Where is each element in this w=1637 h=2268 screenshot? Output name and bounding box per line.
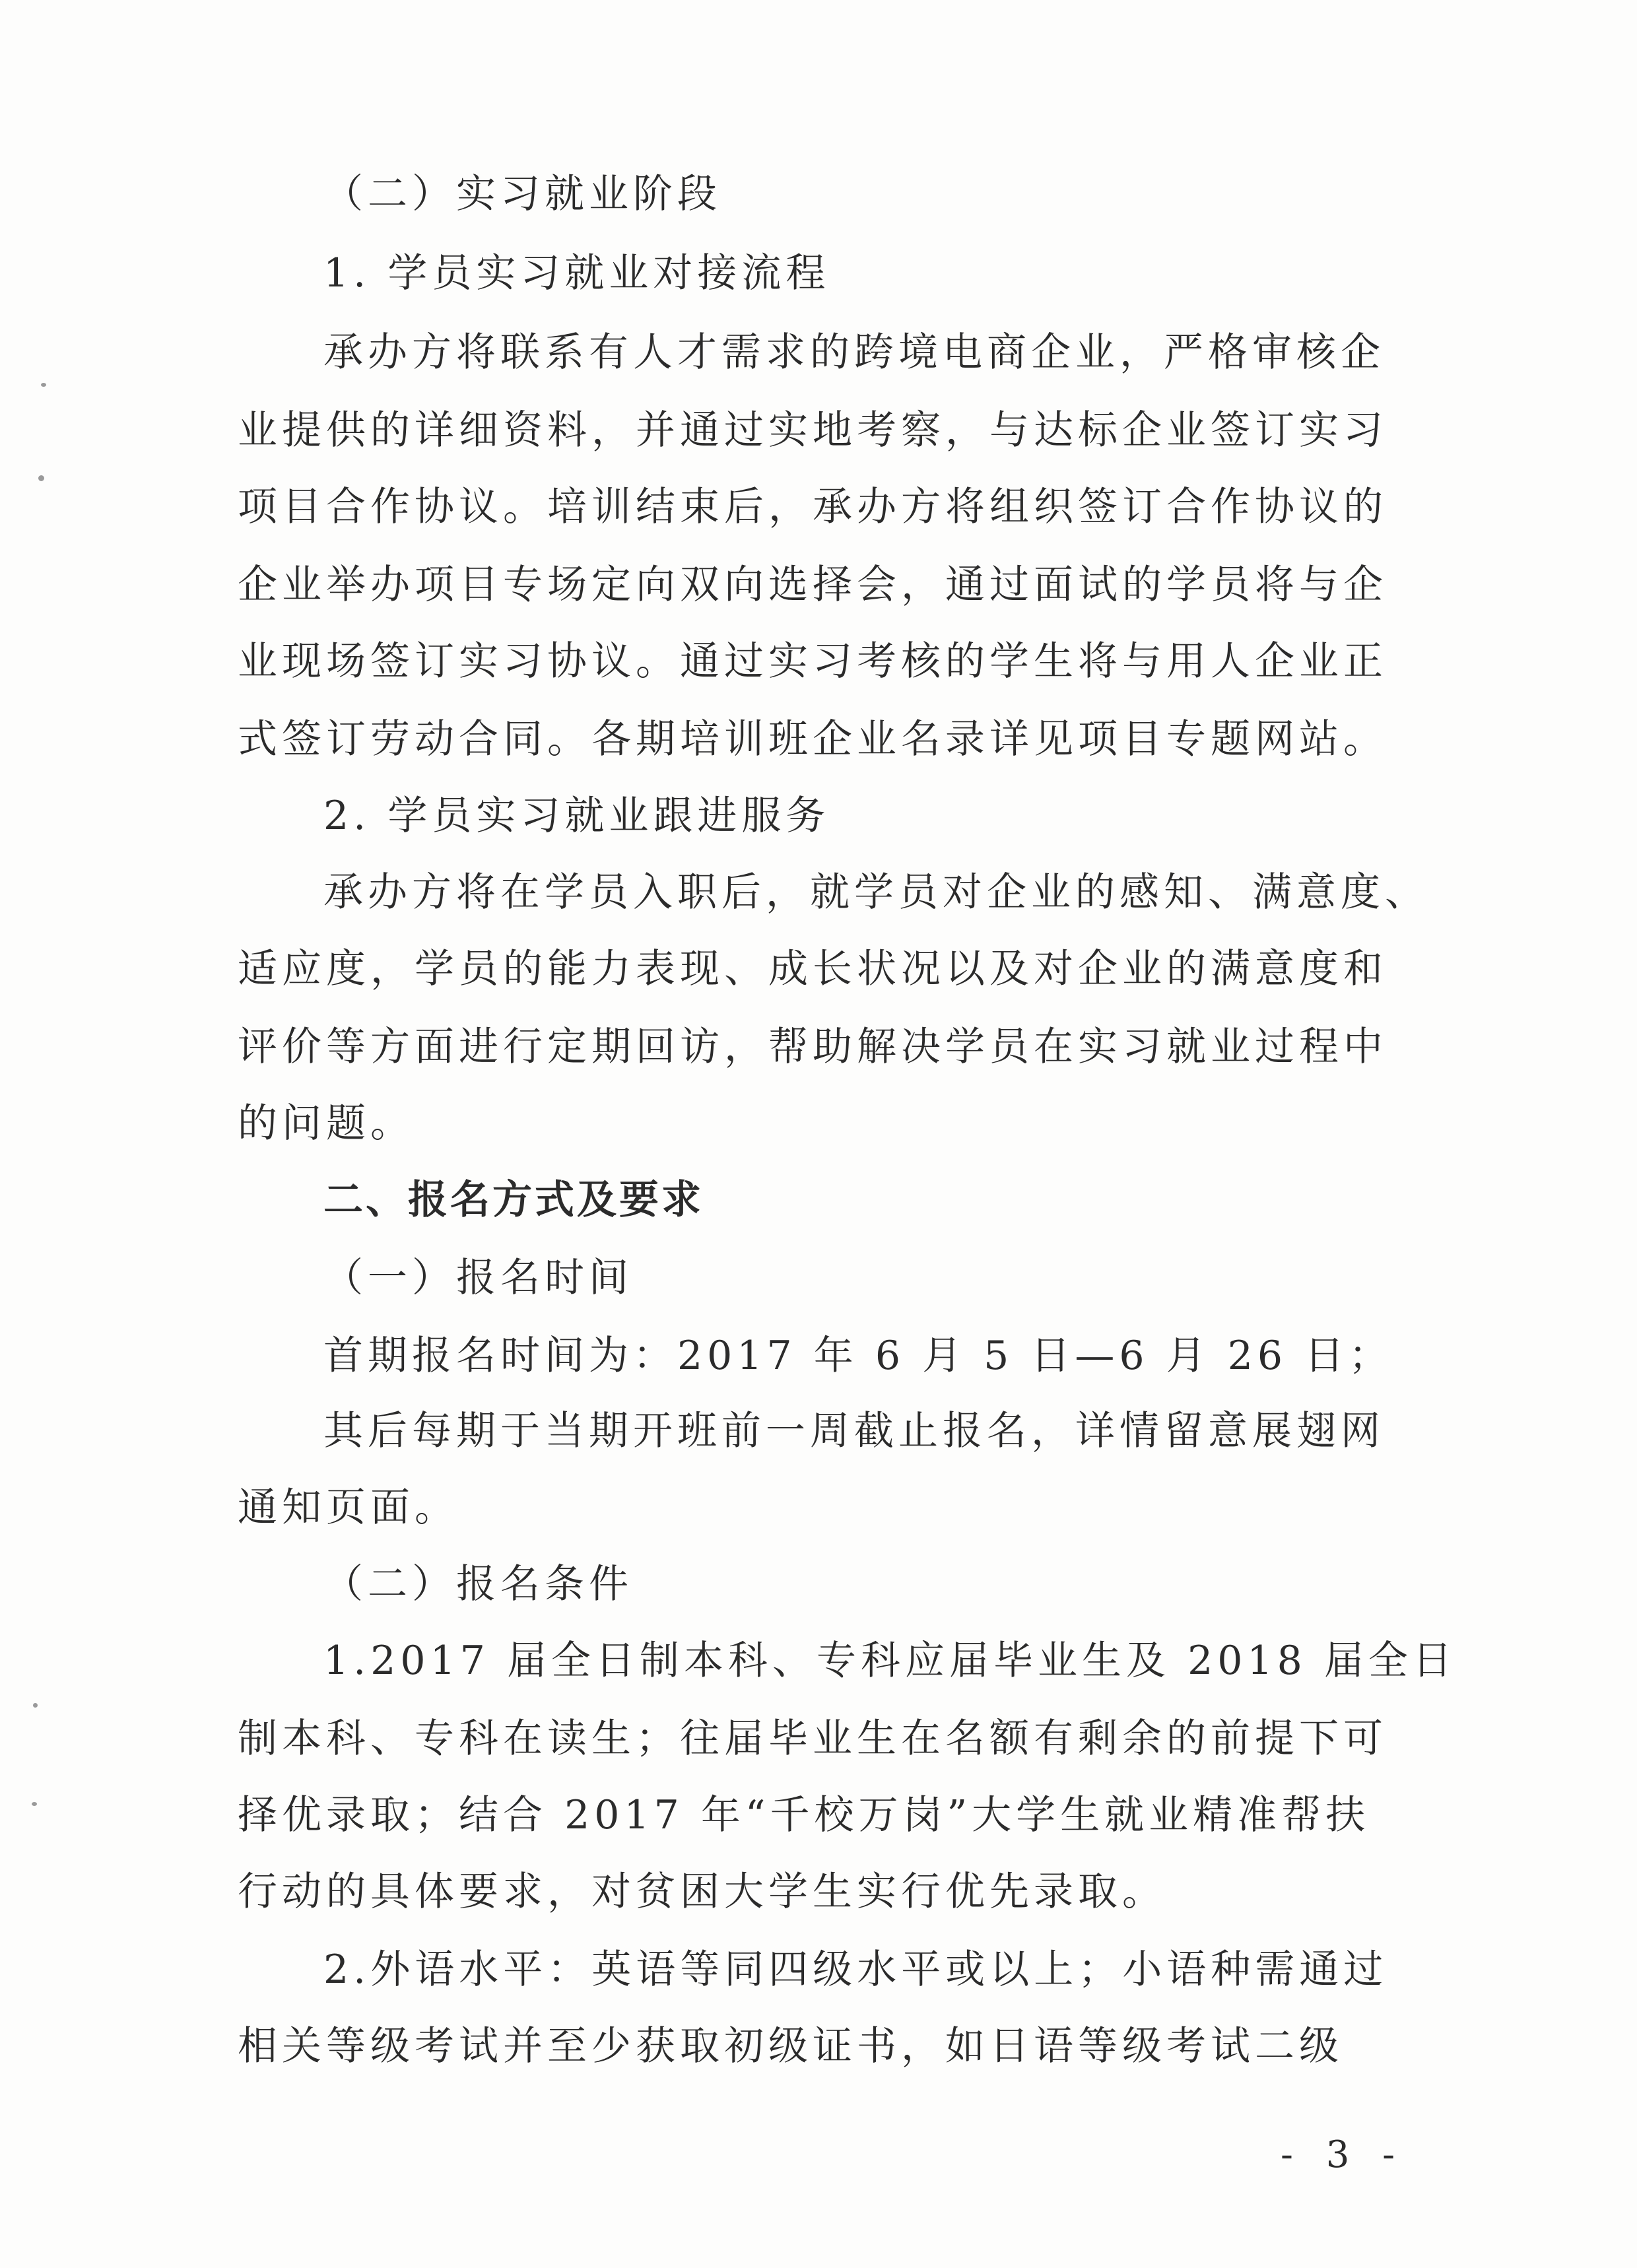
subheading-registration-time: （一）报名时间 [323,1255,633,1301]
paragraph-line: 行动的具体要求，对贫困大学生实行优先录取。 [238,1869,1166,1915]
scan-speck [41,383,46,387]
paragraph-line: 企业举办项目专场定向双向选择会，通过面试的学员将与企 [238,562,1387,608]
paragraph-line: 其后每期于当期开班前一周截止报名，详情留意展翅网 [323,1408,1385,1454]
paragraph-line: 相关等级考试并至少获取初级证书，如日语等级考试二级 [238,2023,1343,2069]
paragraph-line: 的问题。 [238,1100,415,1147]
paragraph-line: 承办方将联系有人才需求的跨境电商企业，严格审核企 [323,329,1385,376]
paragraph-line: 业现场签订实习协议。通过实习考核的学生将与用人企业正 [238,638,1387,684]
paragraph-line: 1.2017 届全日制本科、专科应届毕业生及 2018 届全日 [323,1638,1457,1684]
paragraph-line: 式签订劳动合同。各期培训班企业名录详见项目专题网站。 [238,716,1387,762]
paragraph-line: 评价等方面进行定期回访，帮助解决学员在实习就业过程中 [238,1024,1387,1070]
subheading-registration-conditions: （二）报名条件 [323,1561,633,1607]
paragraph-line: 项目合作协议。培训结束后，承办方将组织签订合作协议的 [238,484,1387,530]
paragraph-line: 承办方将在学员入职后，就学员对企业的感知、满意度、 [323,869,1429,916]
paragraph-line: 择优录取；结合 2017 年“千校万岗”大学生就业精准帮扶 [238,1792,1370,1838]
paragraph-line: 2.外语水平：英语等同四级水平或以上；小语种需通过 [323,1947,1388,1993]
scan-speck [32,1802,37,1806]
paragraph-line: 适应度，学员的能力表现、成长状况以及对企业的满意度和 [238,946,1387,992]
paragraph-line: 首期报名时间为：2017 年 6 月 5 日—6 月 26 日； [323,1333,1393,1379]
section-heading-internship-stage: （二）实习就业阶段 [323,171,721,217]
paragraph-line: 业提供的详细资料，并通过实地考察，与达标企业签订实习 [238,407,1387,453]
subheading-internship-process: 1. 学员实习就业对接流程 [323,250,830,296]
subheading-follow-up-service: 2. 学员实习就业跟进服务 [323,793,830,839]
paragraph-line: 制本科、专科在读生；往届毕业生在名额有剩余的前提下可 [238,1716,1387,1762]
page-number: - 3 - [1281,2133,1406,2176]
section-heading-registration: 二、报名方式及要求 [323,1177,704,1223]
paragraph-line: 通知页面。 [238,1484,459,1531]
scan-speck [33,1703,38,1708]
scan-speck [38,475,44,481]
